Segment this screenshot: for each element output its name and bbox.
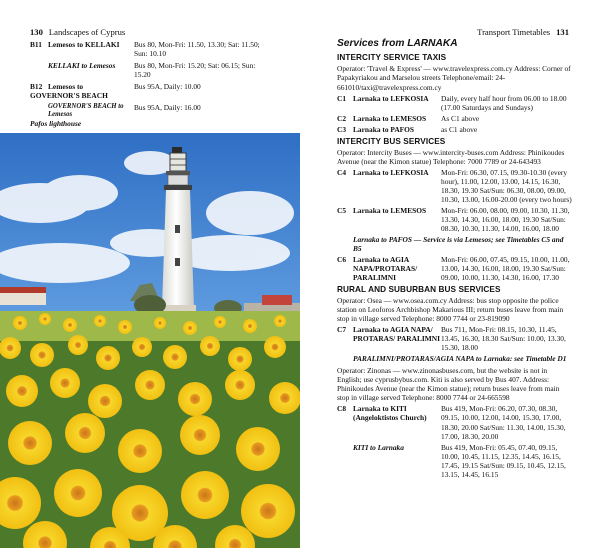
route-name: Larnaka to LEMESOS [353, 113, 427, 123]
route-code: C6 [337, 255, 347, 264]
route-schedule: Bus 80, Mon-Fri: 15.20; Sat: 06.15; Sun: 15.20 [134, 61, 256, 80]
route-name: Larnaka to PAFOS [353, 124, 415, 134]
rural-bus-info-zinonas: Operator: Zinonas — www.zinonasbuses.com, but the website is not in English; use cyprusbybus.com. Kiti is also served by Bus 407. Address: Phinikoudes Avenue (near the Kimon statue); return buses leave from main stop in village served Telephone: 8000 7744 or 24-665598 [337, 366, 560, 403]
route-code: C8 [337, 404, 347, 414]
route-code: C3 [337, 124, 347, 134]
route-schedule: Bus 419, Mon-Fri: 06.20, 07.30, 08.30, 09.15, 10.00, 12.00, 14.00, 15.30, 17.00, 18.30, 20.00 Sat/Sun: 11.30, 14.00, 15.30, 17.00, 18.30, 20.00 [441, 404, 566, 441]
route-schedule: Bus 711, Mon-Fri: 08.15, 10.30, 11.45, 13.45, 16.30, 18.30 Sat/Sun: 10.00, 13.30, 15.30, 18.00 [441, 325, 566, 353]
route-code: C1 [337, 93, 347, 103]
route-row [337, 168, 573, 204]
route-code [337, 443, 353, 479]
route-code: C4 [337, 167, 347, 177]
route-schedule: Daily, every half hour from 06.00 to 18.00 (17.00 Saturdays and Sundays) [441, 93, 567, 112]
route-name: KITI to Larnaka [353, 442, 404, 452]
route-note: Larnaka to PAFOS — Service is via Lemesos; see Timetables C5 and B5 [353, 234, 564, 253]
route-name: Larnaka to AGIA NAPA/PROTARAS/ PARALIMNI [353, 255, 418, 283]
timetable-row [30, 40, 270, 58]
lemesos-timetable [30, 40, 270, 123]
route-row [337, 443, 573, 479]
route-code: C5 [337, 205, 347, 215]
route-row [337, 94, 573, 112]
route-schedule: Bus 95A, Daily: 10.00 [134, 82, 201, 92]
pafos-lighthouse-photo [0, 133, 300, 548]
route-schedule: Mon-Fri: 06.00, 08.00, 09.00, 10.30, 11.30, 13.30, 14.30, 16.00, 18.00, 19.30 Sat/Sun: 08.30, 10.30, 11.30, 14.00, 16.00, 18.00 [441, 205, 570, 233]
route-row [337, 114, 573, 123]
photo-caption: Pafos lighthouse [30, 119, 82, 128]
route-row [337, 206, 573, 233]
left-running-head-text: Landscapes of Cyprus [48, 27, 126, 37]
timetable-row [30, 61, 270, 79]
route-schedule: Mon-Fri: 06.30, 07.15, 09.30-10.30 (every hour), 11.00, 12.00, 13.00, 14.15, 16.30, 18.30, 19.30 Sat/Sun: 06.30, 08.00, 09.00, 10.30, 13.00, 16.00-20.00 (every two hours) [441, 167, 572, 204]
left-running-head [30, 27, 125, 37]
route-code: B12 [30, 82, 43, 92]
route-name: Larnaka to KITI (Angeloktistos Church) [353, 404, 427, 423]
route-name: GOVERNOR'S BEACH to Lemesos [48, 103, 124, 119]
route-note: PARALIMNI/PROTARAS/AGIA NAPA to Larnaka: see Timetable D1 [353, 354, 567, 364]
route-code: C2 [337, 113, 347, 123]
route-schedule: As C1 above [441, 113, 480, 123]
left-page-number: 130 [30, 27, 43, 37]
route-name: KELLAKI to Lemesos [48, 61, 116, 71]
route-schedule: as C1 above [441, 124, 478, 134]
route-name: Larnaka to LEFKOSIA [353, 167, 429, 177]
route-row [337, 325, 573, 352]
section-title: Services from LARNAKA [337, 38, 458, 49]
route-row [337, 404, 573, 440]
intercity-taxis-info: Operator: 'Travel & Express' — www.travelexpress.com.cy Address: Corner of Papakyriakou and Marselou streets Telephone/email: 24-661010/taxi@travelexpress.com.cy [337, 64, 571, 92]
right-running-head-text: Transport Timetables [477, 27, 551, 37]
route-schedule: Bus 95A, Daily: 16.00 [134, 103, 201, 113]
larnaka-timetables [337, 38, 573, 479]
route-schedule: Bus 80, Mon-Fri: 11.50, 13.30; Sat: 11.50; Sun: 10.10 [134, 40, 260, 59]
route-name: Lemesos to GOVERNOR'S BEACH [30, 82, 108, 101]
right-running-head [477, 27, 569, 37]
rural-bus-heading: RURAL AND SUBURBAN BUS SERVICES [337, 285, 501, 295]
route-name: Larnaka to AGIA NAPA/ PROTARAS/ PARALIMNI [353, 325, 440, 344]
route-row [337, 255, 573, 282]
route-schedule: Mon-Fri: 06.00, 07.45, 09.15, 10.00, 11.00, 13.00, 14.30, 16.00, 18.00, 19.30 Sat/Sun: 09.00, 10.00, 11.30, 14.30, 16.00, 17.30 [441, 255, 570, 283]
route-code: C7 [337, 325, 347, 335]
timetable-row [30, 82, 270, 100]
route-code: B11 [30, 40, 42, 49]
right-page-number: 131 [556, 27, 569, 37]
route-schedule: Bus 419, Mon-Fri: 05.45, 07.40, 09.15, 10.00, 10.45, 11.15, 12.35, 14.45, 16.15, 17.45, 19.15 Sat/Sun: 09.15, 10.45, 12.15, 13.15, 14.45, 16.15 [441, 442, 566, 479]
rural-bus-info-osea: Operator: Osea — www.osea.com.cy Address: bus stop opposite the police station on Leoforos Archbishop Makarious III; return buses leave from main stop in village served Telephone: 8000 7744 or 23-819090 [337, 296, 564, 324]
intercity-bus-info: Operator: Intercity Buses — www.intercity-buses.com Address: Phinikoudes Avenue (near the Kimon statue) Telephone: 7000 7789 or 24-643493 [337, 147, 565, 166]
route-name: Larnaka to LEMESOS [353, 205, 427, 215]
timetable-row [30, 103, 270, 120]
intercity-bus-heading: INTERCITY BUS SERVICES [337, 136, 446, 146]
route-row [337, 125, 573, 134]
route-name: Larnaka to LEFKOSIA [353, 93, 429, 103]
route-name: Lemesos to KELLAKI [48, 40, 120, 49]
intercity-taxis-heading: INTERCITY SERVICE TAXIS [337, 53, 447, 63]
